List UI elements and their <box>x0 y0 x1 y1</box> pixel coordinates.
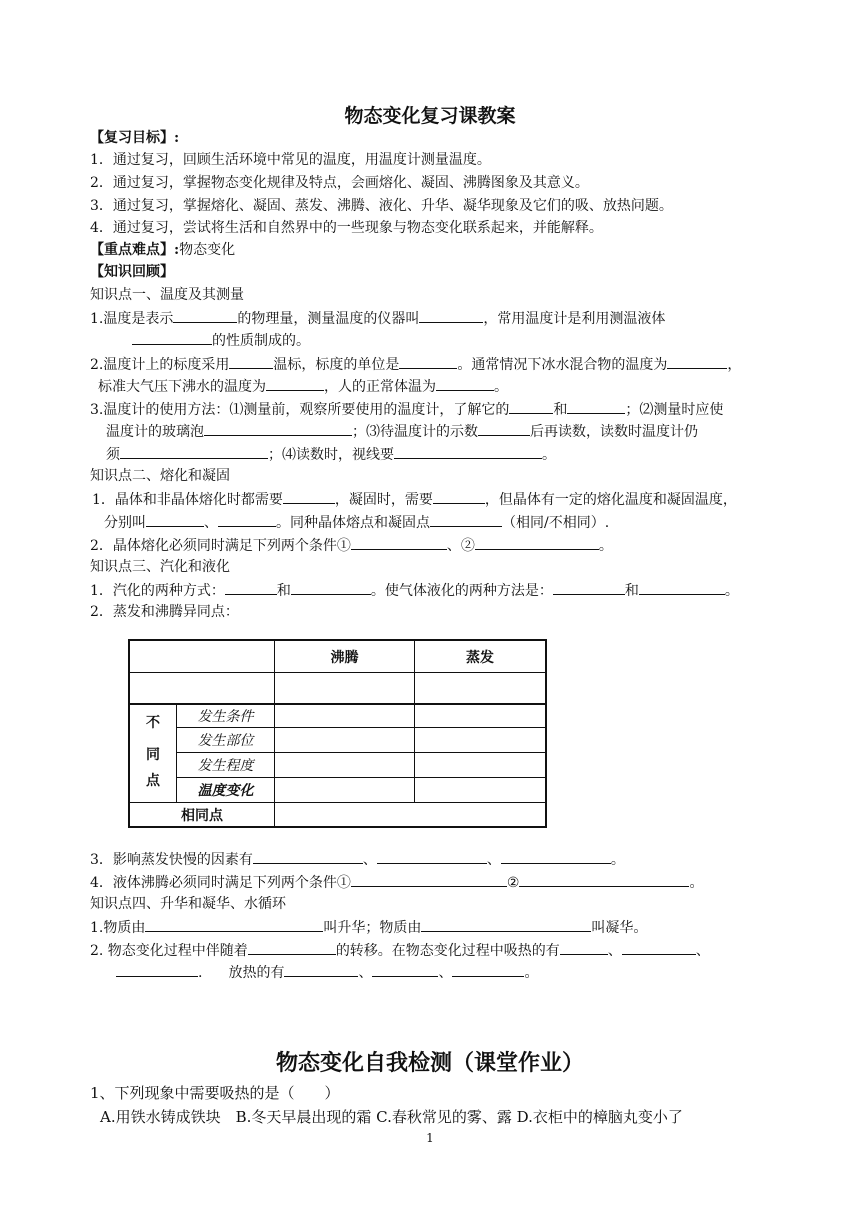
fill-blank[interactable] <box>639 580 725 595</box>
fill-blank[interactable] <box>433 489 485 504</box>
fill-blank[interactable] <box>501 849 611 864</box>
table-row-label: 发生条件 <box>197 708 254 725</box>
table-row-label: 发生部位 <box>197 733 254 749</box>
text: 1．汽化的两种方式： <box>90 583 225 599</box>
fill-blank[interactable] <box>229 354 273 369</box>
fill-blank[interactable] <box>204 421 352 436</box>
text: 温度计的玻璃泡 <box>106 424 204 440</box>
fill-blank[interactable] <box>283 489 335 504</box>
k1-line-2 <box>132 330 310 351</box>
fill-blank[interactable] <box>567 399 625 414</box>
fill-blank[interactable] <box>560 940 608 955</box>
fill-blank[interactable] <box>145 917 323 932</box>
test-title: 物态变化自我检测（课堂作业） <box>275 1050 584 1076</box>
k4-line-1 <box>90 917 647 938</box>
fill-blank[interactable] <box>225 580 277 595</box>
fill-blank[interactable] <box>173 308 237 323</box>
text: ， <box>727 357 742 373</box>
text: 。 <box>689 875 704 891</box>
text: 、 <box>695 943 710 959</box>
goal-item: 3．通过复习，掌握熔化、凝固、蒸发、沸腾、液化、升华、凝华现象及它们的吸、放热问题。 <box>90 198 673 214</box>
text: 叫凝华。 <box>591 920 648 936</box>
fill-blank[interactable] <box>266 376 324 391</box>
text: 4．液体沸腾必须同时满足下列两个条件① <box>90 875 351 891</box>
text: 和 <box>553 402 568 418</box>
text: 放热的有 <box>228 965 285 981</box>
text: ，人的正常体温为 <box>324 379 436 395</box>
text: 标准大气压下沸水的温度为 <box>98 379 266 395</box>
fill-blank[interactable] <box>509 399 553 414</box>
table-group-label: 不 <box>146 715 160 731</box>
text: 的性质制成的。 <box>212 333 310 349</box>
key-points-heading: 【重点难点】: <box>90 242 180 258</box>
goal-item: 2．通过复习，掌握物态变化规律及特点，会画熔化、凝固、沸腾图象及其意义。 <box>90 175 589 191</box>
text: 2．晶体熔化必须同时满足下列两个条件① <box>90 538 351 554</box>
text: 2. 物态变化过程中伴随着 <box>90 943 248 959</box>
text: 的物理量，测量温度的仪器叫 <box>237 311 420 327</box>
k1-line-1 <box>90 308 665 329</box>
text: 。 <box>524 965 539 981</box>
k1-line-6 <box>106 421 698 442</box>
text: ；⑵测量时应使 <box>625 402 724 418</box>
text: 2.温度计上的标度采用 <box>90 357 230 373</box>
k1-heading: 知识点一、温度及其测量 <box>90 287 244 303</box>
text: 温标，标度的单位是 <box>273 357 400 373</box>
text: 和 <box>624 583 639 599</box>
text: 。 <box>724 583 739 599</box>
fill-blank[interactable] <box>436 376 494 391</box>
text: 、 <box>438 965 453 981</box>
text: 。通常情况下冰水混合物的温度为 <box>457 357 668 373</box>
text: 1.物质由 <box>90 920 146 936</box>
text: 。同种晶体熔点和凝固点 <box>276 515 430 531</box>
k4-line-2 <box>90 940 710 961</box>
text: ，常用温度计是利用测温液体 <box>483 311 666 327</box>
fill-blank[interactable] <box>372 962 438 977</box>
text: 、 <box>486 852 501 868</box>
goals-heading: 【复习目标】: <box>90 130 180 146</box>
k1-line-3 <box>90 354 741 375</box>
k4-line-3 <box>116 962 538 983</box>
fill-blank[interactable] <box>132 330 212 345</box>
table-header-evaporation: 蒸发 <box>466 649 494 666</box>
text: ，但晶体有一定的熔化温度和凝固温度， <box>484 492 737 508</box>
key-points <box>90 240 235 260</box>
table-same-label: 相同点 <box>181 807 223 824</box>
goal-item: 4．通过复习，尝试将生活和自然界中的一些现象与物态变化联系起来，并能解释。 <box>90 220 603 236</box>
table-group-label: 点 <box>146 773 160 789</box>
text: 叫升华；物质由 <box>323 920 422 936</box>
k3-line-1 <box>90 580 739 601</box>
k2-line-2 <box>104 512 609 533</box>
fill-blank[interactable] <box>351 872 507 887</box>
fill-blank[interactable] <box>667 354 727 369</box>
table-header-boiling: 沸腾 <box>330 649 359 666</box>
fill-blank[interactable] <box>519 872 689 887</box>
fill-blank[interactable] <box>622 940 696 955</box>
key-points-text: 物态变化 <box>179 242 236 258</box>
fill-blank[interactable] <box>553 580 625 595</box>
fill-blank[interactable] <box>421 917 591 932</box>
fill-blank[interactable] <box>120 444 268 459</box>
text: 。 <box>542 447 556 463</box>
k3-line-4 <box>90 872 703 893</box>
table-group-label: 同 <box>146 747 160 763</box>
fill-blank[interactable] <box>430 512 502 527</box>
page-number: 1 <box>426 1131 434 1145</box>
text: 、 <box>362 852 377 868</box>
text: 、② <box>446 538 475 554</box>
text: （相同/不相同）. <box>502 515 610 531</box>
k4-heading: 知识点四、升华和凝华、水循环 <box>90 896 286 912</box>
text: 。 <box>494 379 508 395</box>
k3-line-2: 2．蒸发和沸腾异同点： <box>90 604 239 620</box>
comparison-table <box>128 639 547 828</box>
text: ② <box>506 875 520 891</box>
text: 。 <box>610 852 625 868</box>
k1-line-4 <box>98 376 508 397</box>
fill-blank[interactable] <box>478 421 530 436</box>
text: 分别叫 <box>104 515 146 531</box>
text: 和 <box>276 583 291 599</box>
k1-line-7 <box>106 444 556 465</box>
fill-blank[interactable] <box>419 308 483 323</box>
text: 1．晶体和非晶体熔化时都需要 <box>92 492 283 508</box>
k3-line-3 <box>90 849 625 870</box>
text: 1.温度是表示 <box>90 311 174 327</box>
k3-heading: 知识点三、汽化和液化 <box>90 559 230 575</box>
fill-blank[interactable] <box>284 962 358 977</box>
fill-blank[interactable] <box>253 849 363 864</box>
text: . <box>198 965 203 981</box>
page-title: 物态变化复习课教案 <box>344 105 516 127</box>
k2-line-3 <box>90 535 613 556</box>
fill-blank[interactable] <box>377 849 487 864</box>
fill-blank[interactable] <box>291 580 371 595</box>
table-row-label: 温度变化 <box>197 783 254 799</box>
text: ；⑶待温度计的示数 <box>352 424 478 440</box>
review-heading: 【知识回顾】 <box>90 264 174 280</box>
fill-blank[interactable] <box>394 444 542 459</box>
text: 3．影响蒸发快慢的因素有 <box>90 852 253 868</box>
table-rule <box>274 802 275 826</box>
fill-blank[interactable] <box>248 940 336 955</box>
text: ；⑷读数时，视线要 <box>268 447 394 463</box>
k1-line-5 <box>90 399 723 420</box>
table-row-label: 发生程度 <box>197 758 254 774</box>
k2-line-1 <box>92 489 737 510</box>
fill-blank[interactable] <box>452 962 524 977</box>
goal-item: 1．通过复习，回顾生活环境中常见的温度，用温度计测量温度。 <box>90 152 491 168</box>
question-1: 1、下列现象中需要吸热的是（ ） <box>90 1084 340 1102</box>
fill-blank[interactable] <box>146 512 204 527</box>
question-1-options: A.用铁水铸成铁块 B.冬天早晨出现的霜 C.春秋常见的雾、露 D.衣柜中的樟脑丸变小了 <box>100 1108 683 1126</box>
text: 、 <box>358 965 373 981</box>
text: 须 <box>106 447 120 463</box>
text: 、 <box>607 943 622 959</box>
fill-blank[interactable] <box>399 354 457 369</box>
text: ，凝固时，需要 <box>334 492 433 508</box>
text: 。使气体液化的两种方法是： <box>370 583 553 599</box>
k2-heading: 知识点二、熔化和凝固 <box>90 468 230 484</box>
text: 的转移。在物态变化过程中吸热的有 <box>335 943 560 959</box>
text: 、 <box>204 515 218 531</box>
text: 。 <box>598 538 613 554</box>
text: 3.温度计的使用方法：⑴测量前，观察所要使用的温度计，了解它的 <box>90 402 510 418</box>
text: 后再读数，读数时温度计仍 <box>530 424 698 440</box>
fill-blank[interactable] <box>116 962 198 977</box>
fill-blank[interactable] <box>218 512 276 527</box>
fill-blank[interactable] <box>475 535 599 550</box>
fill-blank[interactable] <box>351 535 447 550</box>
table-rule <box>130 672 545 673</box>
